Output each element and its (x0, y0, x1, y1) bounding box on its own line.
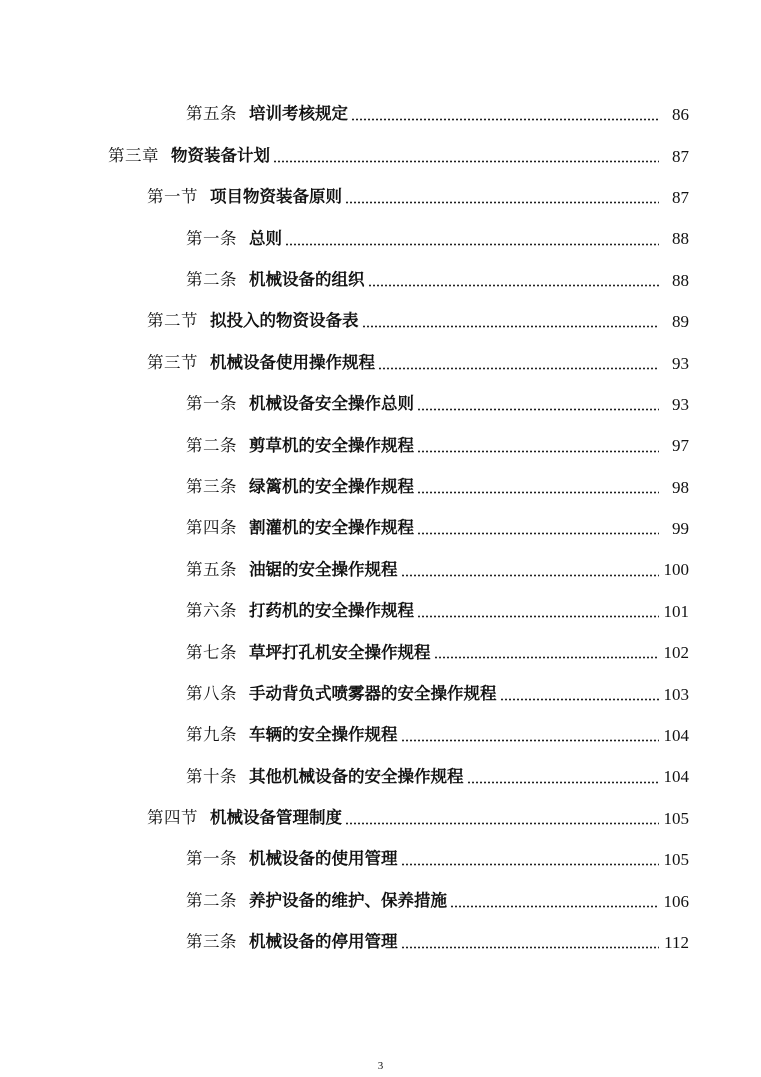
toc-entry[interactable] (0, 591, 761, 632)
toc-entry[interactable] (0, 508, 761, 549)
toc-entry-page: 100 (663, 560, 689, 580)
toc-entry[interactable] (0, 839, 761, 880)
toc-entry-page: 86 (672, 105, 689, 125)
toc-dot-leader (345, 201, 659, 204)
toc-entry-page: 87 (672, 187, 689, 207)
toc-entry-page: 88 (672, 229, 689, 249)
toc-entry-page: 99 (672, 519, 689, 539)
toc-entry[interactable] (0, 218, 761, 259)
toc-entry-page: 104 (663, 726, 689, 746)
toc-entry-label: 第三条 (186, 476, 237, 496)
toc-entry-label: 第四条 (186, 518, 237, 538)
toc-entry-page: 105 (663, 850, 689, 870)
toc-entry-page: 88 (672, 270, 689, 290)
toc-entry[interactable] (0, 177, 761, 218)
toc-entry-page: 112 (664, 933, 689, 952)
toc-dot-leader (417, 532, 659, 535)
toc-entry-page: 97 (672, 436, 689, 456)
toc-entry-page: 101 (663, 601, 689, 621)
toc-entry-label: 第一条 (186, 849, 237, 869)
toc-entry-title: 打药机的安全操作规程 (249, 601, 414, 621)
toc-dot-leader (401, 574, 660, 577)
toc-entry-title: 培训考核规定 (249, 104, 348, 124)
toc-entry-title: 机械设备的组织 (249, 270, 365, 289)
toc-entry[interactable] (0, 715, 761, 756)
toc-dot-leader (417, 450, 659, 453)
toc-entry-title: 手动背负式喷雾器的安全操作规程 (249, 683, 497, 703)
toc-entry-title: 拟投入的物资设备表 (210, 311, 359, 331)
toc-entry[interactable] (0, 135, 761, 176)
toc-entry-label: 第三章 (108, 145, 159, 165)
toc-dot-leader (285, 243, 659, 246)
toc-entry-title: 剪草机的安全操作规程 (249, 435, 414, 455)
toc-entry[interactable] (0, 301, 761, 342)
toc-entry[interactable] (0, 632, 761, 673)
toc-entry-title: 机械设备的停用管理 (249, 932, 398, 952)
toc-entry[interactable] (0, 549, 761, 590)
toc-entry-page: 102 (663, 643, 689, 663)
toc-entry[interactable] (0, 342, 761, 383)
toc-entry-title: 机械设备使用操作规程 (210, 352, 375, 372)
toc-entry-label: 第一条 (186, 394, 237, 414)
toc-entry[interactable] (0, 798, 761, 839)
toc-entry-page: 93 (672, 353, 689, 373)
toc-entry[interactable] (0, 756, 761, 797)
toc-entry-label: 第五条 (186, 559, 237, 579)
toc-entry-page: 93 (672, 394, 689, 414)
toc-entry-label: 第五条 (186, 104, 237, 124)
page-number: 3 (377, 1060, 384, 1072)
toc-dot-leader (345, 822, 659, 825)
toc-entry[interactable] (0, 880, 761, 921)
toc-entry-label: 第六条 (186, 601, 237, 621)
toc-entry[interactable] (0, 467, 761, 508)
toc-dot-leader (450, 905, 659, 908)
toc-entry-label: 第八条 (186, 683, 237, 703)
toc-entry[interactable] (0, 425, 761, 466)
toc-entry-page: 89 (672, 312, 689, 332)
toc-dot-leader (362, 325, 660, 328)
toc-entry-title: 绿篱机的安全操作规程 (249, 476, 414, 496)
toc-entry-title: 机械设备安全操作总则 (249, 394, 414, 414)
toc-entry-title: 机械设备的使用管理 (249, 849, 398, 869)
toc-entry-page: 104 (663, 767, 689, 787)
toc-entry-page: 105 (663, 808, 689, 828)
toc-entry-title: 其他机械设备的安全操作规程 (249, 766, 464, 786)
toc-entry-title: 物资装备计划 (171, 145, 270, 165)
table-of-contents (0, 94, 761, 963)
toc-entry-title: 草坪打孔机安全操作规程 (249, 642, 431, 662)
toc-entry-title: 项目物资装备原则 (210, 187, 342, 207)
toc-entry-label: 第一节 (147, 187, 198, 207)
toc-entry-label: 第九条 (186, 725, 237, 745)
toc-entry-title: 养护设备的维护、保养措施 (249, 890, 447, 910)
toc-dot-leader (401, 863, 660, 866)
toc-entry-title: 机械设备管理制度 (210, 808, 342, 828)
toc-entry-page: 87 (672, 146, 689, 166)
toc-entry-title: 车辆的安全操作规程 (249, 725, 398, 745)
toc-entry-label: 第三节 (147, 352, 198, 372)
toc-entry[interactable] (0, 384, 761, 425)
toc-entry-label: 第二节 (147, 311, 198, 331)
toc-entry-label: 第一条 (186, 228, 237, 248)
toc-entry-label: 第二条 (186, 890, 237, 910)
toc-dot-leader (467, 781, 660, 784)
toc-entry[interactable] (0, 260, 761, 301)
toc-entry-page: 106 (663, 891, 689, 911)
toc-dot-leader (401, 946, 660, 949)
toc-entry-label: 第二条 (186, 435, 237, 455)
toc-dot-leader (417, 491, 659, 494)
toc-entry-page: 98 (672, 477, 689, 497)
toc-dot-leader (368, 284, 660, 287)
toc-entry-label: 第十条 (186, 766, 237, 786)
toc-entry-label: 第四节 (147, 808, 198, 828)
toc-entry-label: 第二条 (186, 270, 237, 289)
toc-dot-leader (417, 408, 659, 411)
toc-dot-leader (417, 615, 659, 618)
toc-dot-leader (434, 656, 660, 659)
toc-dot-leader (273, 160, 659, 163)
toc-entry-label: 第七条 (186, 642, 237, 662)
toc-entry[interactable] (0, 922, 761, 963)
toc-entry-label: 第三条 (186, 932, 237, 952)
toc-entry[interactable] (0, 94, 761, 135)
toc-entry-title: 油锯的安全操作规程 (249, 559, 398, 579)
toc-entry[interactable] (0, 673, 761, 714)
toc-dot-leader (378, 367, 659, 370)
toc-dot-leader (351, 118, 659, 121)
toc-dot-leader (401, 739, 660, 742)
toc-entry-page: 103 (663, 684, 689, 704)
toc-entry-title: 总则 (249, 228, 282, 248)
toc-entry-title: 割灌机的安全操作规程 (249, 518, 414, 538)
toc-dot-leader (500, 698, 660, 701)
